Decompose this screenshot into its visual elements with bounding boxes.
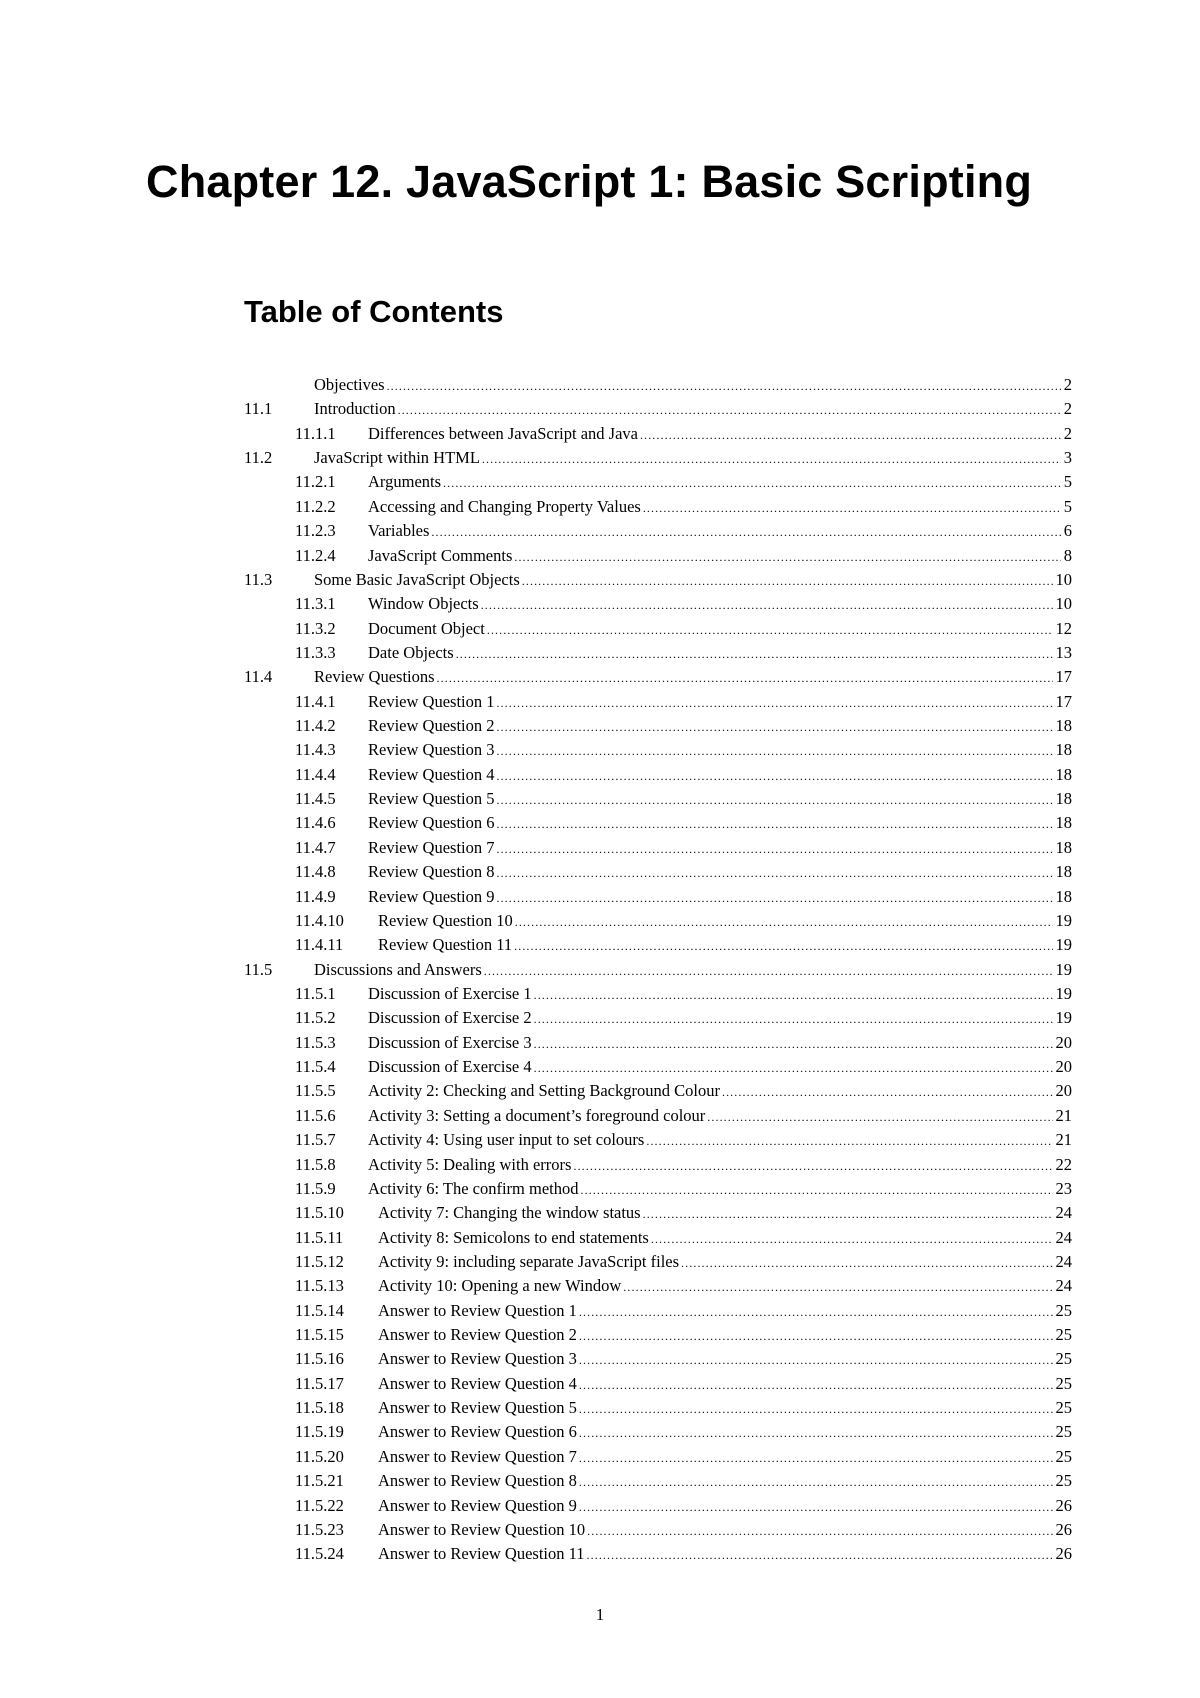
toc-entry-title: Review Question 10 [378, 910, 513, 930]
toc-entry-number: 11.5.24 [295, 1544, 344, 1564]
table-of-contents [244, 373, 1072, 1567]
toc-entry-page: 25 [1055, 1446, 1072, 1466]
toc-entry-number: 11.4.3 [295, 740, 336, 760]
toc-entry-page: 24 [1055, 1227, 1072, 1247]
toc-dot-leader [514, 545, 1060, 569]
toc-entry-page: 5 [1063, 472, 1072, 492]
toc-entry-title: Accessing and Changing Property Values [368, 496, 641, 516]
toc-entry-title: JavaScript Comments [368, 545, 513, 565]
toc-entry-title: Activity 7: Changing the window status [378, 1203, 641, 1223]
toc-entry[interactable] [244, 958, 1072, 982]
toc-entry-title: Answer to Review Question 3 [378, 1349, 577, 1369]
toc-entry-title: Answer to Review Question 1 [378, 1300, 577, 1320]
toc-dot-leader [579, 1446, 1053, 1470]
toc-entry[interactable] [244, 1031, 1072, 1055]
toc-entry-page: 26 [1055, 1519, 1072, 1539]
toc-entry[interactable] [244, 1226, 1072, 1250]
toc-entry-number: 11.4 [244, 667, 273, 687]
toc-entry-number: 11.3.3 [295, 642, 336, 662]
toc-entry-number: 11.5.2 [295, 1008, 336, 1028]
toc-entry-page: 25 [1055, 1471, 1072, 1491]
toc-dot-leader [722, 1080, 1053, 1104]
toc-entry-page: 24 [1055, 1203, 1072, 1223]
toc-entry[interactable] [244, 885, 1072, 909]
toc-dot-leader [707, 1105, 1052, 1129]
toc-entry-title: Discussion of Exercise 4 [368, 1057, 532, 1077]
toc-entry-title: Review Question 4 [368, 764, 495, 784]
toc-entry-title: Window Objects [368, 594, 479, 614]
toc-entry-number: 11.5.7 [295, 1130, 336, 1150]
toc-entry-title: Activity 9: including separate JavaScript files [378, 1251, 680, 1271]
toc-entry-number: 11.5.13 [295, 1276, 344, 1296]
toc-entry-title: Activity 2: Checking and Setting Background Colour [368, 1081, 720, 1101]
toc-dot-leader [496, 886, 1052, 910]
toc-dot-leader [443, 471, 1061, 495]
toc-entry[interactable] [244, 690, 1072, 714]
toc-entry-page: 19 [1055, 983, 1072, 1003]
toc-dot-leader [623, 1275, 1052, 1299]
toc-entry-number: 11.5.6 [295, 1105, 336, 1125]
toc-entry[interactable] [244, 1542, 1072, 1566]
toc-dot-leader [579, 1348, 1053, 1372]
toc-entry-title: Document Object [368, 618, 485, 638]
toc-entry[interactable] [244, 787, 1072, 811]
toc-entry[interactable] [244, 470, 1072, 494]
toc-entry[interactable] [244, 1006, 1072, 1030]
toc-entry-page: 25 [1055, 1325, 1072, 1345]
toc-dot-leader [496, 861, 1052, 885]
toc-entry-title: Review Questions [314, 667, 435, 687]
toc-entry-page: 20 [1055, 1081, 1072, 1101]
toc-entry-page: 19 [1055, 959, 1072, 979]
toc-entry-number: 11.5.23 [295, 1519, 344, 1539]
toc-entry-page: 25 [1055, 1300, 1072, 1320]
toc-dot-leader [579, 1300, 1053, 1324]
toc-entry[interactable] [244, 1104, 1072, 1128]
toc-entry-number: 11.5.5 [295, 1081, 336, 1101]
toc-dot-leader [646, 1129, 1052, 1153]
toc-entry-title: Answer to Review Question 11 [378, 1544, 585, 1564]
toc-entry-title: Answer to Review Question 9 [378, 1495, 577, 1515]
toc-entry[interactable] [244, 495, 1072, 519]
toc-entry-page: 18 [1055, 716, 1072, 736]
toc-entry-page: 8 [1063, 545, 1072, 565]
toc-entry-page: 18 [1055, 813, 1072, 833]
toc-entry-number: 11.3.2 [295, 618, 336, 638]
toc-dot-leader [579, 1397, 1053, 1421]
toc-entry-page: 18 [1055, 886, 1072, 906]
toc-entry-page: 18 [1055, 789, 1072, 809]
page-number: 1 [595, 1605, 605, 1624]
toc-dot-leader [387, 374, 1061, 398]
toc-entry-page: 20 [1055, 1032, 1072, 1052]
toc-entry-title: Introduction [314, 399, 396, 419]
toc-entry-page: 25 [1055, 1349, 1072, 1369]
toc-entry-number: 11.5.8 [295, 1154, 336, 1174]
toc-entry-number: 11.5.3 [295, 1032, 336, 1052]
toc-entry-page: 2 [1063, 375, 1072, 394]
toc-entry-number: 11.5.16 [295, 1349, 344, 1369]
toc-entry-page: 18 [1055, 740, 1072, 760]
toc-entry-title: Objectives [314, 375, 385, 394]
toc-entry-title: Review Question 9 [368, 886, 495, 906]
toc-entry-title: Variables [368, 521, 430, 541]
toc-entry-number: 11.2.3 [295, 521, 336, 541]
toc-entry-title: Answer to Review Question 4 [378, 1373, 577, 1393]
toc-entry-page: 10 [1055, 569, 1072, 589]
toc-entry-title: Activity 3: Setting a document’s foreground colour [368, 1105, 706, 1125]
toc-entry-number: 11.4.11 [295, 935, 344, 955]
toc-dot-leader [514, 934, 1052, 958]
toc-entry-title: Answer to Review Question 10 [378, 1519, 586, 1539]
toc-entry[interactable] [244, 446, 1072, 470]
toc-dot-leader [643, 1202, 1053, 1226]
toc-entry[interactable] [244, 933, 1072, 957]
toc-dot-leader [496, 788, 1052, 812]
toc-dot-leader [587, 1519, 1052, 1543]
toc-entry-number: 11.5.1 [295, 983, 336, 1003]
toc-entry-number: 11.4.10 [295, 910, 344, 930]
toc-dot-leader [579, 1421, 1053, 1445]
toc-entry[interactable] [244, 763, 1072, 787]
toc-dot-leader [482, 447, 1061, 471]
toc-dot-leader [587, 1543, 1053, 1567]
toc-entry-number: 11.5.19 [295, 1422, 344, 1442]
toc-entry[interactable] [244, 617, 1072, 641]
toc-entry-number: 11.2 [244, 448, 273, 468]
toc-entry-number: 11.5.11 [295, 1227, 344, 1247]
toc-entry[interactable] [244, 1250, 1072, 1274]
toc-entry-page: 18 [1055, 837, 1072, 857]
toc-dot-leader [534, 1056, 1053, 1080]
toc-entry-page: 2 [1063, 399, 1072, 419]
toc-entry-page: 25 [1055, 1422, 1072, 1442]
toc-entry-title: Arguments [368, 472, 442, 492]
toc-dot-leader [579, 1495, 1053, 1519]
toc-entry-number: 11.5.22 [295, 1495, 344, 1515]
toc-entry-page: 12 [1055, 618, 1072, 638]
toc-entry-title: Discussion of Exercise 2 [368, 1008, 532, 1028]
toc-dot-leader [640, 423, 1061, 447]
toc-entry[interactable] [244, 909, 1072, 933]
toc-entry-title: Activity 8: Semicolons to end statements [378, 1227, 649, 1247]
toc-entry-number: 11.4.6 [295, 813, 336, 833]
toc-entry-page: 17 [1055, 691, 1072, 711]
toc-entry-number: 11.5.12 [295, 1251, 344, 1271]
toc-dot-leader [496, 764, 1052, 788]
toc-entry-title: Review Question 11 [378, 935, 513, 955]
toc-entry-number: 11.4.8 [295, 862, 336, 882]
toc-dot-leader [496, 691, 1052, 715]
toc-entry-number: 11.1.1 [295, 423, 336, 443]
toc-entry[interactable] [244, 665, 1072, 689]
toc-entry[interactable] [244, 641, 1072, 665]
toc-entry[interactable] [244, 982, 1072, 1006]
toc-entry[interactable] [244, 836, 1072, 860]
toc-entry[interactable] [244, 1079, 1072, 1103]
toc-entry[interactable] [244, 1347, 1072, 1371]
toc-entry[interactable] [244, 1323, 1072, 1347]
toc-entry[interactable] [244, 568, 1072, 592]
toc-dot-leader [484, 959, 1053, 983]
toc-dot-leader [437, 666, 1053, 690]
toc-entry[interactable] [244, 592, 1072, 616]
toc-entry-title: Activity 4: Using user input to set colours [368, 1130, 645, 1150]
toc-entry[interactable] [244, 1299, 1072, 1323]
toc-entry-page: 3 [1063, 448, 1072, 468]
toc-entry[interactable] [244, 1274, 1072, 1298]
toc-entry-page: 18 [1055, 764, 1072, 784]
toc-entry-page: 22 [1055, 1154, 1072, 1174]
toc-entry-title: Review Question 1 [368, 691, 495, 711]
toc-entry-number: 11.5.9 [295, 1178, 336, 1198]
toc-dot-leader [534, 1032, 1053, 1056]
toc-entry-title: Activity 10: Opening a new Window [378, 1276, 622, 1296]
toc-dot-leader [515, 910, 1053, 934]
toc-entry-number: 11.2.2 [295, 496, 336, 516]
toc-dot-leader [456, 642, 1053, 666]
toc-dot-leader [431, 520, 1060, 544]
toc-dot-leader [581, 1178, 1053, 1202]
toc-entry-page: 19 [1055, 1008, 1072, 1028]
toc-entry-page: 13 [1055, 642, 1072, 662]
toc-entry-title: Discussion of Exercise 1 [368, 983, 532, 1003]
toc-entry-title: Answer to Review Question 8 [378, 1471, 577, 1491]
toc-entry-title: Answer to Review Question 6 [378, 1422, 577, 1442]
toc-entry-title: Review Question 2 [368, 716, 495, 736]
toc-entry-title: Activity 5: Dealing with errors [368, 1154, 572, 1174]
toc-entry-title: Differences between JavaScript and Java [368, 423, 638, 443]
toc-entry-title: Review Question 3 [368, 740, 495, 760]
toc-entry-number: 11.5 [244, 959, 273, 979]
toc-entry-page: 21 [1055, 1105, 1072, 1125]
toc-entry[interactable] [244, 397, 1072, 421]
toc-entry-page: 17 [1055, 667, 1072, 687]
toc-entry-page: 21 [1055, 1130, 1072, 1150]
toc-entry-number: 11.4.7 [295, 837, 336, 857]
toc-entry[interactable] [244, 544, 1072, 568]
toc-dot-leader [681, 1251, 1052, 1275]
toc-entry-title: Review Question 5 [368, 789, 495, 809]
toc-entry[interactable] [244, 1518, 1072, 1542]
toc-entry[interactable] [244, 738, 1072, 762]
toc-entry[interactable] [244, 373, 1072, 397]
toc-entry[interactable] [244, 860, 1072, 884]
toc-entry-page: 24 [1055, 1276, 1072, 1296]
toc-entry-page: 5 [1063, 496, 1072, 516]
toc-entry[interactable] [244, 1153, 1072, 1177]
toc-dot-leader [579, 1324, 1053, 1348]
toc-entry-page: 26 [1055, 1544, 1072, 1564]
toc-entry-number: 11.5.15 [295, 1325, 344, 1345]
toc-dot-leader [496, 837, 1052, 861]
toc-entry-number: 11.4.2 [295, 716, 336, 736]
toc-entry-number: 11.5.20 [295, 1446, 344, 1466]
toc-entry-title: Date Objects [368, 642, 454, 662]
toc-heading: Table of Contents [244, 294, 504, 329]
toc-entry-number: 11.5.18 [295, 1398, 344, 1418]
toc-entry-page: 18 [1055, 862, 1072, 882]
toc-entry-page: 20 [1055, 1057, 1072, 1077]
toc-entry[interactable] [244, 811, 1072, 835]
toc-entry-title: Activity 6: The confirm method [368, 1178, 579, 1198]
toc-entry-number: 11.4.4 [295, 764, 336, 784]
toc-entry-number: 11.4.1 [295, 691, 336, 711]
toc-entry[interactable] [244, 1445, 1072, 1469]
toc-dot-leader [573, 1154, 1052, 1178]
toc-dot-leader [651, 1227, 1053, 1251]
toc-dot-leader [481, 593, 1053, 617]
toc-entry[interactable] [244, 1494, 1072, 1518]
toc-dot-leader [496, 739, 1052, 763]
toc-entry-title: Answer to Review Question 2 [378, 1325, 577, 1345]
toc-entry-page: 19 [1055, 935, 1072, 955]
toc-entry[interactable] [244, 714, 1072, 738]
toc-entry[interactable] [244, 1201, 1072, 1225]
toc-entry-page: 19 [1055, 910, 1072, 930]
toc-entry-page: 10 [1055, 594, 1072, 614]
toc-entry-title: Some Basic JavaScript Objects [314, 569, 520, 589]
toc-entry-title: JavaScript within HTML [314, 448, 480, 468]
toc-entry-number: 11.4.9 [295, 886, 336, 906]
toc-entry-number: 11.5.14 [295, 1300, 344, 1320]
toc-entry-number: 11.5.10 [295, 1203, 344, 1223]
toc-entry[interactable] [244, 1055, 1072, 1079]
toc-entry-number: 11.5.17 [295, 1373, 344, 1393]
toc-entry-title: Discussions and Answers [314, 959, 482, 979]
toc-entry-number: 11.3.1 [295, 594, 336, 614]
toc-entry-page: 6 [1063, 521, 1072, 541]
chapter-title: Chapter 12. JavaScript 1: Basic Scripting [146, 156, 1033, 207]
toc-entry[interactable] [244, 1396, 1072, 1420]
toc-entry-page: 25 [1055, 1373, 1072, 1393]
toc-entry[interactable] [244, 1372, 1072, 1396]
toc-entry-title: Review Question 7 [368, 837, 495, 857]
toc-entry-number: 11.1 [244, 399, 273, 419]
toc-entry-title: Review Question 6 [368, 813, 495, 833]
toc-entry-page: 25 [1055, 1398, 1072, 1418]
toc-dot-leader [398, 398, 1061, 422]
toc-entry-page: 24 [1055, 1251, 1072, 1271]
toc-entry-title: Answer to Review Question 7 [378, 1446, 577, 1466]
toc-dot-leader [579, 1373, 1053, 1397]
toc-dot-leader [534, 983, 1053, 1007]
toc-entry[interactable] [244, 422, 1072, 446]
toc-entry[interactable] [244, 519, 1072, 543]
toc-entry-page: 26 [1055, 1495, 1072, 1515]
toc-entry-number: 11.5.4 [295, 1057, 336, 1077]
toc-entry[interactable] [244, 1420, 1072, 1444]
toc-entry-page: 23 [1055, 1178, 1072, 1198]
toc-dot-leader [496, 715, 1052, 739]
toc-dot-leader [534, 1007, 1053, 1031]
toc-entry-title: Answer to Review Question 5 [378, 1398, 577, 1418]
toc-entry[interactable] [244, 1469, 1072, 1493]
toc-entry-number: 11.3 [244, 569, 273, 589]
toc-dot-leader [496, 812, 1052, 836]
toc-entry-number: 11.5.21 [295, 1471, 344, 1491]
toc-dot-leader [522, 569, 1053, 593]
toc-entry-number: 11.4.5 [295, 789, 336, 809]
toc-dot-leader [643, 496, 1061, 520]
toc-entry-number: 11.2.4 [295, 545, 336, 565]
toc-entry-title: Discussion of Exercise 3 [368, 1032, 532, 1052]
toc-entry-page: 2 [1063, 423, 1072, 443]
toc-entry-number: 11.2.1 [295, 472, 336, 492]
toc-entry-title: Review Question 8 [368, 862, 495, 882]
toc-dot-leader [487, 618, 1053, 642]
toc-entry[interactable] [244, 1128, 1072, 1152]
toc-entry[interactable] [244, 1177, 1072, 1201]
toc-dot-leader [579, 1470, 1053, 1494]
